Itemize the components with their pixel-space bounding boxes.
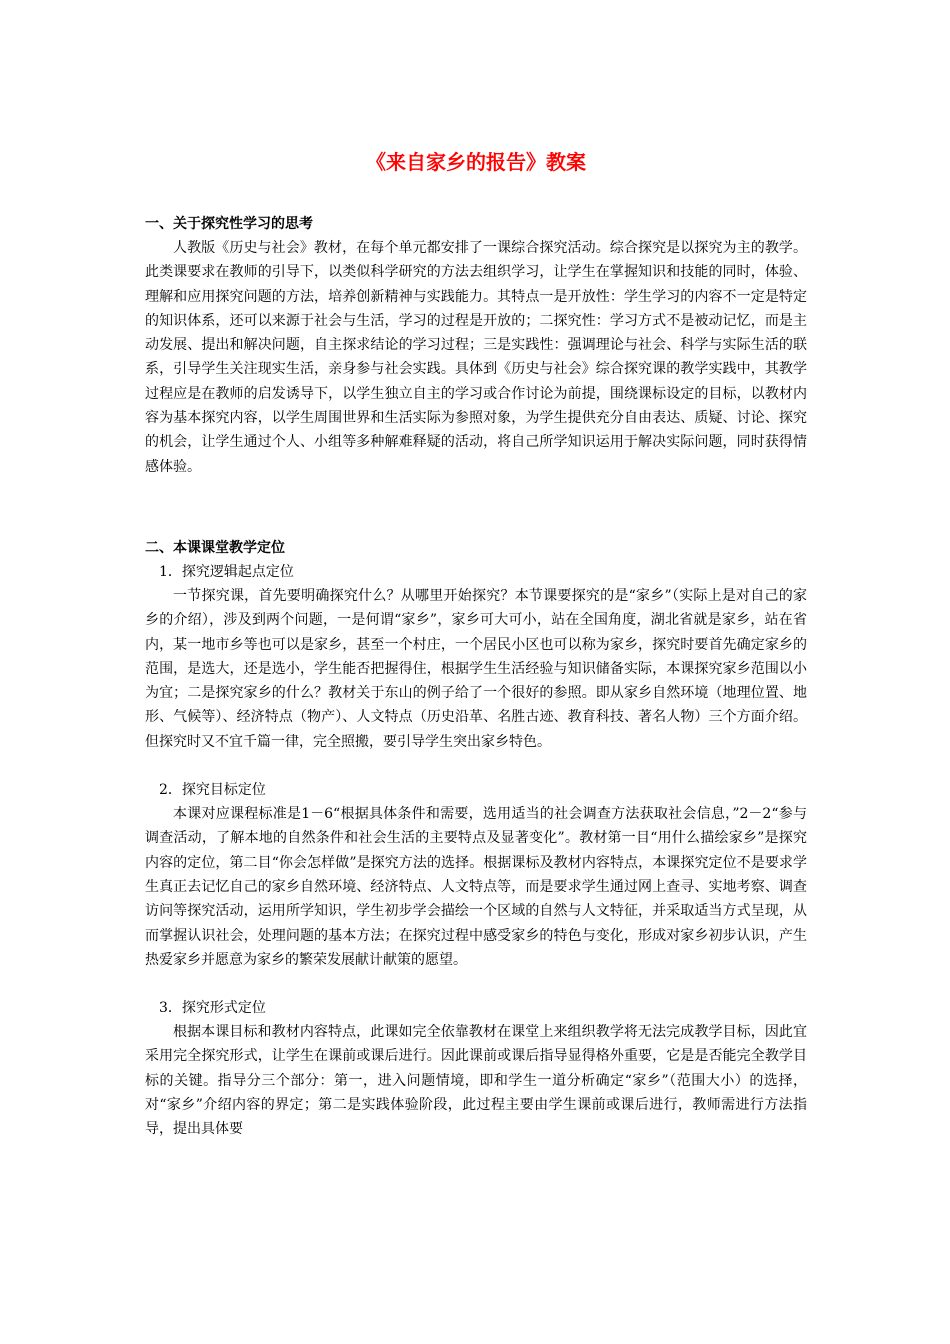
subsection-3-paragraph: 根据本课目标和教材内容特点，此课如完全依靠教材在课堂上来组织教学将无法完成教学目标，因此宜采用完全探究形式，让学生在课前或课后进行。因此课前或课后指导显得格外重要，它是是否能完全教学目标的关键。指导分三个部分：第一，进入问题情境，即和学生一道分析确定“家乡”（范围大小）的选择，对“家乡”介绍内容的界定；第二是实践体验阶段，此过程主要由学生课前或课后进行，教师需进行方法指导，提出具体要 <box>145 1024 807 1138</box>
section-1-heading: 一、关于探究性学习的思考 <box>145 216 313 232</box>
subsection-3 <box>145 996 807 1141</box>
subsection-2-paragraph: 本课对应课程标准是1－6“根据具体条件和需要，选用适当的社会调查方法获取社会信息，”2－2“参与调查活动，了解本地的自然条件和社会生活的主要特点及显著变化”。教材第一目“用什么描绘家乡”是探究内容的定位，第二目“你会怎样做”是探究方法的选择。根据课标及教材内容特点，本课探究定位不是要求学生真正去记忆自己的家乡自然环境、经济特点、人文特点等，而是要求学生通过网上查寻、实地考察、调查访问等探究活动，运用所学知识，学生初步学会描绘一个区域的自然与人文特征，并采取适当方式呈现，从而掌握认识社会，处理问题的基本方法；在探究过程中感受家乡的特色与变化，形成对家乡初步认识，产生热爱家乡并愿意为家乡的繁荣发展献计献策的愿望。 <box>145 806 807 968</box>
subsection-2 <box>145 778 807 972</box>
subsection-1 <box>145 560 807 754</box>
subsection-1-heading: 1．探究逻辑起点定位 <box>159 564 294 580</box>
subsection-1-paragraph: 一节探究课，首先要明确探究什么？从哪里开始探究？本节课要探究的是“家乡”（实际上是对自己的家乡的介绍），涉及到两个问题，一是何谓“家乡”，家乡可大可小，站在全国角度，湖北省就是家乡，站在省内，某一地市乡等也可以是家乡，甚至一个村庄，一个居民小区也可以称为家乡，探究时要首先确定家乡的范围，是选大，还是选小，学生能否把握得住，根据学生生活经验与知识储备实际，本课探究家乡范围以小为宜；二是探究家乡的什么？教材关于东山的例子给了一个很好的参照。即从家乡自然环境（地理位置、地形、气候等）、经济特点（物产）、人文特点（历史沿革、名胜古迹、教育科技、著名人物）三个方面介绍。但探究时又不宜千篇一律，完全照搬，要引导学生突出家乡特色。 <box>145 588 807 750</box>
section-2-heading: 二、本课课堂教学定位 <box>145 540 285 556</box>
section-2 <box>145 536 807 1142</box>
section-1 <box>145 212 807 479</box>
subsection-3-heading: 3．探究形式定位 <box>159 1000 266 1017</box>
document-title: 《来自家乡的报告》教案 <box>366 150 586 174</box>
subsection-2-heading: 2．探究目标定位 <box>159 782 266 799</box>
section-1-paragraph: 人教版《历史与社会》教材，在每个单元都安排了一课综合探究活动。综合探究是以探究为主的教学。此类课要求在教师的引导下，以类似科学研究的方法去组织学习，让学生在掌握知识和技能的同时，体验、理解和应用探究问题的方法，培养创新精神与实践能力。其特点一是开放性：学生学习的内容不一定是特定的知识体系，还可以来源于社会与生活，学习的过程是开放的；二探究性：学习方式不是被动记忆，而是主动发展、提出和解决问题，自主探求结论的学习过程；三是实践性：强调理论与社会、科学与实际生活的联系，引导学生关注现实生活，亲身参与社会实践。具体到《历史与社会》综合探究课的教学实践中，其教学过程应是在教师的启发诱导下，以学生独立自主的学习或合作讨论为前提，围绕课标设定的目标，以教材内容为基本探究内容，以学生周围世界和生活实际为参照对象，为学生提供充分自由表达、质疑、讨论、探究的机会，让学生通过个人、小组等多种解难释疑的活动，将自己所学知识运用于解决实际问题，同时获得情感体验。 <box>145 240 807 475</box>
